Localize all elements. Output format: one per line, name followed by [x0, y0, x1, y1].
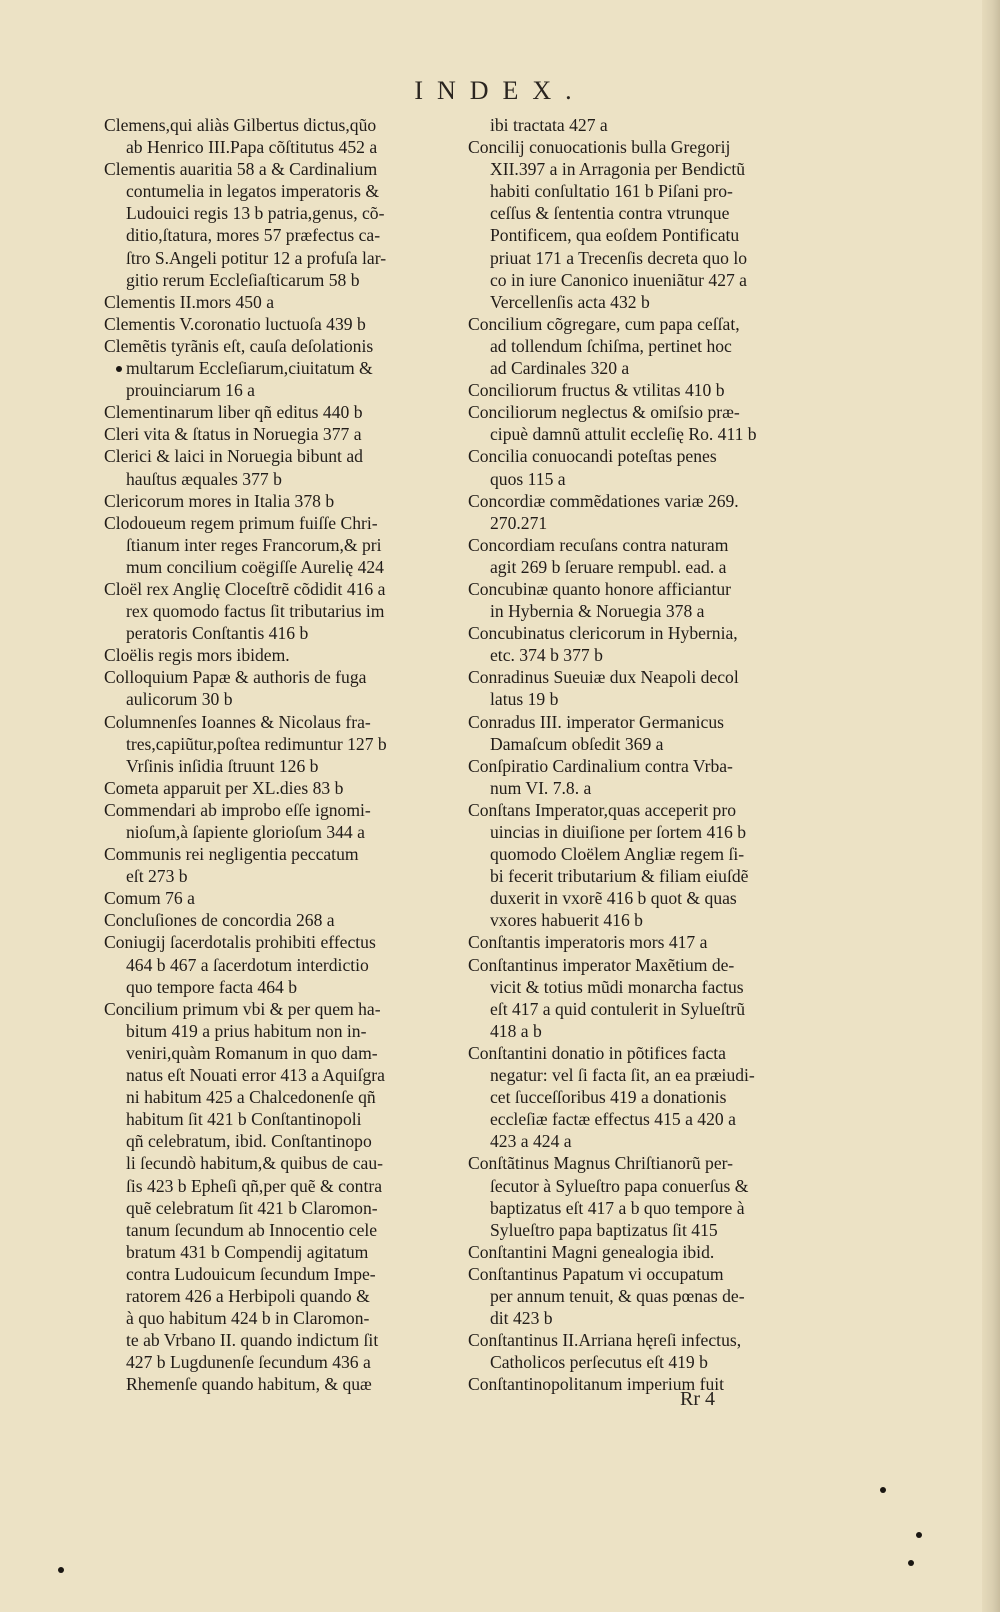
index-line: Clementis V.coronatio luctuoſa 439 b — [104, 313, 366, 334]
index-line: Conſtãtinus Magnus Chriſtianorũ per- — [468, 1153, 733, 1174]
index-line: Concordiam recuſans contra naturam — [468, 534, 729, 555]
index-line: ab Henrico III.Papa cõſtitutus 452 a — [126, 137, 378, 158]
index-line: ſis 423 b Epheſi qñ,per quẽ & contra — [126, 1175, 383, 1196]
index-line: mum concilium coëgiſſe Aurelię 424 — [126, 556, 384, 577]
page-edge — [982, 0, 1000, 1612]
left-column — [104, 114, 464, 1395]
ink-spot — [880, 1487, 886, 1493]
index-line: Vrſinis inſidia ſtruunt 126 b — [126, 755, 319, 776]
index-line: 423 a 424 a — [490, 1131, 572, 1152]
index-line: duxerit in vxorẽ 416 b quot & quas — [490, 888, 737, 909]
index-line: ceſſus & ſententia contra vtrunque — [490, 203, 730, 224]
index-line: Conciliorum neglectus & omiſsio præ- — [468, 402, 740, 423]
ink-spot — [116, 366, 122, 372]
index-line: Cloëlis regis mors ibidem. — [104, 645, 290, 666]
index-line: rex quomodo factus ſit tributarius im — [126, 601, 385, 622]
index-line: Coniugij ſacerdotalis prohibiti effectus — [104, 932, 376, 953]
index-line: Ludouici regis 13 b patria,genus, cõ- — [126, 203, 385, 224]
index-line: Catholicos perſecutus eſt 419 b — [490, 1352, 708, 1373]
index-line: contra Ludouicum ſecundum Impe- — [126, 1263, 376, 1284]
index-line: Conſtans Imperator,quas acceperit pro — [468, 799, 736, 820]
index-line: Comum 76 a — [104, 888, 195, 909]
index-line: baptizatus eſt 417 a b quo tempore à — [490, 1197, 745, 1218]
index-line: à quo habitum 424 b in Claromon- — [126, 1308, 370, 1329]
index-line: Clementinarum liber qñ editus 440 b — [104, 402, 363, 423]
index-line: negatur: vel ſi facta ſit, an ea præiudi- — [490, 1065, 755, 1086]
index-line: bi fecerit tributarium & filiam eiuſdẽ — [490, 866, 749, 887]
index-line: per annum tenuit, & quas pœnas de- — [490, 1285, 745, 1306]
ink-spot — [916, 1532, 922, 1538]
index-line: quo tempore facta 464 b — [126, 976, 297, 997]
index-line: uincias in diuiſione per ſortem 416 b — [490, 822, 747, 842]
index-line: contumelia in legatos imperatoris & — [126, 181, 380, 202]
index-line: habiti conſultatio 161 b Piſani pro- — [490, 181, 733, 202]
index-line: Pontificem, qua eoſdem Pontificatu — [490, 225, 740, 246]
index-line: Clemẽtis tyrãnis eſt, cauſa deſolationis — [104, 335, 374, 356]
index-line: peratoris Conſtantis 416 b — [126, 623, 309, 644]
index-line: Concilia conuocandi poteſtas penes — [468, 446, 717, 467]
ink-spot — [908, 1560, 914, 1566]
index-line: 270.271 — [490, 512, 548, 533]
index-line: ſecutor à Sylueſtro papa conuerſus & — [490, 1175, 749, 1196]
index-line: tanum ſecundum ab Innocentio cele — [126, 1219, 378, 1240]
index-line: 464 b 467 a ſacerdotum interdictio — [126, 954, 369, 975]
index-line: Vercellenſis acta 432 b — [490, 291, 650, 312]
index-line: vicit & totius mũdi monarcha factus — [490, 976, 744, 997]
index-line: Conſtantinus II.Arriana hęreſi infectus, — [468, 1330, 742, 1351]
index-line: Concilium primum vbi & per quem ha- — [104, 998, 381, 1019]
index-line: eſt 273 b — [126, 866, 188, 887]
index-line: tres,capiũtur,poſtea redimuntur 127 b — [126, 733, 387, 754]
index-line: gitio rerum Eccleſiaſticarum 58 b — [126, 269, 360, 290]
index-line: dit 423 b — [490, 1308, 553, 1329]
index-line: Conſtantini donatio in põtifices facta — [468, 1042, 726, 1063]
index-line: Conſtantinus imperator Maxẽtium de- — [468, 954, 735, 975]
index-line: Sylueſtro papa baptizatus ſit 415 — [490, 1219, 718, 1240]
index-line: li ſecundò habitum,& quibus de cau- — [126, 1153, 384, 1174]
index-line: XII.397 a in Arragonia per Bendictũ — [490, 159, 746, 180]
index-line: priuat 171 a Trecenſis decreta quo lo — [490, 247, 747, 268]
index-line: eſt 417 a quid contulerit in Sylueſtrũ — [490, 998, 746, 1019]
index-line: Concilium cõgregare, cum papa ceſſat, — [468, 313, 740, 334]
index-line: Colloquium Papæ & authoris de fuga — [104, 667, 367, 688]
index-line: ratorem 426 a Herbipoli quando & — [126, 1285, 370, 1306]
index-line: prouinciarum 16 a — [126, 380, 255, 401]
index-line: qñ celebratum, ibid. Conſtantinopo — [126, 1131, 372, 1152]
index-line: Clerici & laici in Noruegia bibunt ad — [104, 446, 363, 467]
index-line: eccleſiæ factæ effectus 415 a 420 a — [490, 1109, 736, 1130]
index-line: Conſtantinopolitanum imperium fuit — [468, 1374, 725, 1395]
index-line: bratum 431 b Compendij agitatum — [126, 1241, 369, 1262]
page-header: INDEX. — [414, 76, 586, 105]
index-line: bitum 419 a prius habitum non in- — [126, 1020, 367, 1041]
index-line: multarum Eccleſiarum,ciuitatum & — [126, 358, 373, 379]
index-line: quẽ celebratum ſit 421 b Claromon- — [126, 1197, 378, 1218]
signature-mark: Rr 4 — [680, 1388, 715, 1410]
index-line: num VI. 7.8. a — [490, 777, 592, 798]
index-line: Clericorum mores in Italia 378 b — [104, 490, 335, 511]
index-line: ditio,ſtatura, mores 57 præfectus ca- — [126, 225, 381, 246]
ink-spot — [58, 1567, 64, 1573]
index-line: ad Cardinales 320 a — [490, 358, 630, 379]
index-line: Clementis II.mors 450 a — [104, 291, 275, 312]
index-line: Commendari ab improbo eſſe ignomi- — [104, 799, 371, 820]
index-line: ſtianum inter reges Francorum,& pri — [126, 534, 382, 555]
index-line: agit 269 b ſeruare rempubl. ead. a — [490, 556, 727, 577]
right-column — [468, 114, 828, 1395]
index-line: Conciliorum fructus & vtilitas 410 b — [468, 380, 725, 401]
index-line: latus 19 b — [490, 689, 559, 710]
index-line: aulicorum 30 b — [126, 689, 233, 710]
index-line: hauſtus æquales 377 b — [126, 468, 282, 489]
index-line: Concordiæ commẽdationes variæ 269. — [468, 490, 739, 511]
index-line: te ab Vrbano II. quando indictum ſit — [126, 1330, 379, 1351]
index-line: Conſtantis imperatoris mors 417 a — [468, 932, 708, 953]
index-line: Concilij conuocationis bulla Gregorij — [468, 137, 731, 158]
index-line: Clementis auaritia 58 a & Cardinalium — [104, 159, 378, 180]
index-line: Concubinæ quanto honore afficiantur — [468, 578, 732, 599]
index-line: cipuè damnũ attulit eccleſię Ro. 411 b — [490, 424, 757, 445]
index-line: Clodoueum regem primum fuiſſe Chri- — [104, 512, 378, 533]
index-line: quomodo Cloëlem Angliæ regem ſi- — [490, 844, 745, 865]
index-line: Rhemenſe quando habitum, & quæ — [126, 1374, 372, 1395]
index-line: cet ſucceſſoribus 419 a donationis — [490, 1087, 727, 1108]
index-line: Conradus III. imperator Germanicus — [468, 711, 725, 732]
index-line: veniri,quàm Romanum in quo dam- — [126, 1042, 378, 1063]
index-line: quos 115 a — [490, 468, 566, 489]
index-line: habitum ſit 421 b Conſtantinopoli — [126, 1109, 362, 1130]
index-line: Conſtantini Magni genealogia ibid. — [468, 1241, 715, 1262]
index-line: Concluſiones de concordia 268 a — [104, 910, 335, 931]
index-line: nioſum,à ſapiente glorioſum 344 a — [126, 822, 365, 842]
index-line: Conſtantinus Papatum vi occupatum — [468, 1263, 724, 1284]
index-line: co in iure Canonico inueniãtur 427 a — [490, 269, 747, 290]
index-line: Cloël rex Anglię Cloceſtrẽ cõdidit 416 a — [104, 578, 386, 599]
index-line: vxores habuerit 416 b — [490, 910, 643, 931]
index-line: Columnenſes Ioannes & Nicolaus fra- — [104, 711, 371, 732]
index-line: in Hybernia & Noruegia 378 a — [490, 601, 705, 622]
index-line: 418 a b — [490, 1020, 542, 1041]
index-line: etc. 374 b 377 b — [490, 645, 603, 666]
index-line: Cometa apparuit per XL.dies 83 b — [104, 777, 344, 798]
index-line: Clemens,qui aliàs Gilbertus dictus,qũo — [104, 115, 377, 135]
index-line: Concubinatus clericorum in Hybernia, — [468, 623, 738, 644]
index-line: ibi tractata 427 a — [490, 115, 608, 135]
index-line: Communis rei negligentia peccatum — [104, 844, 359, 865]
index-line: ſtro S.Angeli potitur 12 a profuſa lar- — [126, 247, 387, 268]
index-line: Conſpiratio Cardinalium contra Vrba- — [468, 755, 733, 776]
index-line: 427 b Lugdunenſe ſecundum 436 a — [126, 1352, 371, 1373]
index-line: Damaſcum obſedit 369 a — [490, 733, 664, 754]
index-line: ad tollendum ſchiſma, pertinet hoc — [490, 335, 732, 356]
index-line: Conradinus Sueuiæ dux Neapoli decol — [468, 667, 739, 688]
index-line: Cleri vita & ſtatus in Noruegia 377 a — [104, 424, 362, 445]
index-line: ni habitum 425 a Chalcedonenſe qñ — [126, 1087, 376, 1108]
index-line: natus eſt Nouati error 413 a Aquiſgra — [126, 1065, 385, 1086]
